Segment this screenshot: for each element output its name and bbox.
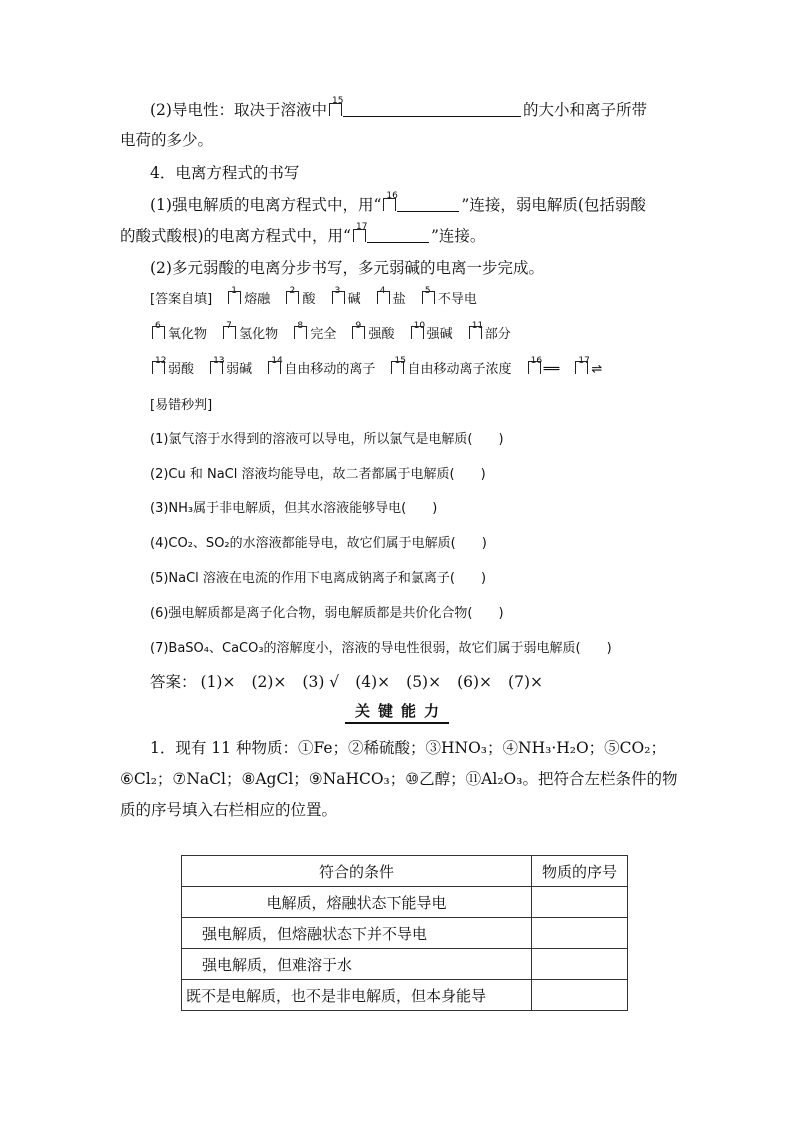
self-fill-row-3 — [150, 356, 612, 380]
table-row: 电解质，熔融状态下能导电 — [182, 887, 628, 918]
judge-item-4: (4)CO₂、SO₂的水溶液都能导电，故它们属于电解质( ) — [150, 536, 487, 551]
table-row: 强电解质，但难溶于水 — [182, 949, 628, 980]
conductivity-prefix: (2)导电性：取决于溶液中 — [150, 101, 327, 119]
answer-item: 6 氧化物 — [150, 327, 207, 342]
equation-rule-2: (2)多元弱酸的电离分步书写，多元弱碱的电离一步完成。 — [150, 259, 544, 277]
fill-blank-15[interactable]: 15 — [329, 100, 521, 120]
key-ability-heading: 关键能力 — [0, 700, 794, 721]
answer-cell[interactable] — [532, 887, 628, 918]
answer-cell[interactable] — [532, 980, 628, 1011]
equation-rule-line-2: 的酸式酸根)的电离方程式中，用“ 17 ”连接。 — [120, 222, 486, 245]
answer-item: 12 弱酸 — [150, 362, 194, 377]
answer-item: 13 弱碱 — [208, 362, 252, 377]
header-serial: 物质的序号 — [532, 856, 628, 887]
answer-item: 5 不导电 — [420, 292, 477, 307]
answer-item: 3 碱 — [330, 292, 361, 307]
answer-item: 11 部分 — [467, 327, 511, 342]
judge-item-6: (6)强电解质都是离子化合物，弱电解质都是共价化合物( ) — [150, 606, 504, 621]
answer-item: 7 氢化物 — [221, 327, 278, 342]
table-row: 强电解质，但熔融状态下并不导电 — [182, 918, 628, 949]
table-row: 既不是电解质，也不是非电解质，但本身能导 — [182, 980, 628, 1011]
header-condition: 符合的条件 — [182, 856, 532, 887]
answer-item: 2 酸 — [284, 292, 315, 307]
answer-item: 4 盐 — [375, 292, 406, 307]
answer-item: 10 强碱 — [409, 327, 453, 342]
conductivity-cont: 电荷的多少。 — [120, 131, 214, 149]
self-fill-row-1 — [150, 286, 487, 310]
judge-label: [易错秒判] — [150, 398, 213, 413]
equation-rule-line-1: (1)强电解质的电离方程式中，用“ 16 ”连接，弱电解质(包括弱酸 — [150, 191, 646, 214]
judge-item-1: (1)氯气溶于水得到的溶液可以导电，所以氯气是电解质( ) — [150, 432, 504, 447]
answer-item: 8 完全 — [292, 327, 336, 342]
answer-item: 16 ══ — [526, 362, 560, 377]
conductivity-suffix: 的大小和离子所带 — [522, 101, 647, 119]
table-header-row — [182, 856, 628, 887]
answer-cell[interactable] — [532, 918, 628, 949]
self-fill-label: [答案自填] — [150, 292, 213, 307]
answer-item: 14 自由移动的离子 — [266, 362, 375, 377]
answer-item: 15 自由移动离子浓度 — [389, 362, 511, 377]
self-fill-row-2 — [150, 321, 521, 345]
question-1: 1．现有 11 种物质：①Fe；②稀硫酸；③HNO₃；④NH₃·H₂O；⑤CO₂； ⑥Cl₂；⑦NaCl；⑧AgCl；⑨NaHCO₃；⑩乙醇；⑪Al₂O₃。把符合左栏条件的物 质的序号填入右栏相应的位置。 — [120, 739, 678, 819]
condition-table — [181, 855, 628, 1011]
judge-item-7: (7)BaSO₄、CaCO₃的溶解度小，溶液的导电性很弱，故它们属于弱电解质( ) — [150, 641, 612, 656]
judge-item-2: (2)Cu 和 NaCl 溶液均能导电，故二者都属于电解质( ) — [150, 467, 486, 482]
answer-item: 1 熔融 — [226, 292, 270, 307]
fill-blank-16[interactable]: 16 — [383, 195, 459, 215]
answer-cell[interactable] — [532, 949, 628, 980]
judge-answers: 答案： (1)× (2)× (3) √ (4)× (5)× (6)× (7)× — [150, 673, 543, 691]
conductivity-line — [150, 96, 647, 120]
section-4-title: 4．电离方程式的书写 — [150, 164, 300, 182]
judge-item-5: (5)NaCl 溶液在电流的作用下电离成钠离子和氯离子( ) — [150, 571, 487, 586]
judge-item-3: (3)NH₃属于非电解质，但其水溶液能够导电( ) — [150, 501, 438, 516]
fill-blank-17[interactable]: 17 — [353, 226, 429, 246]
answer-item: 17 ⇌ — [573, 362, 602, 377]
answer-item: 9 强酸 — [350, 327, 394, 342]
